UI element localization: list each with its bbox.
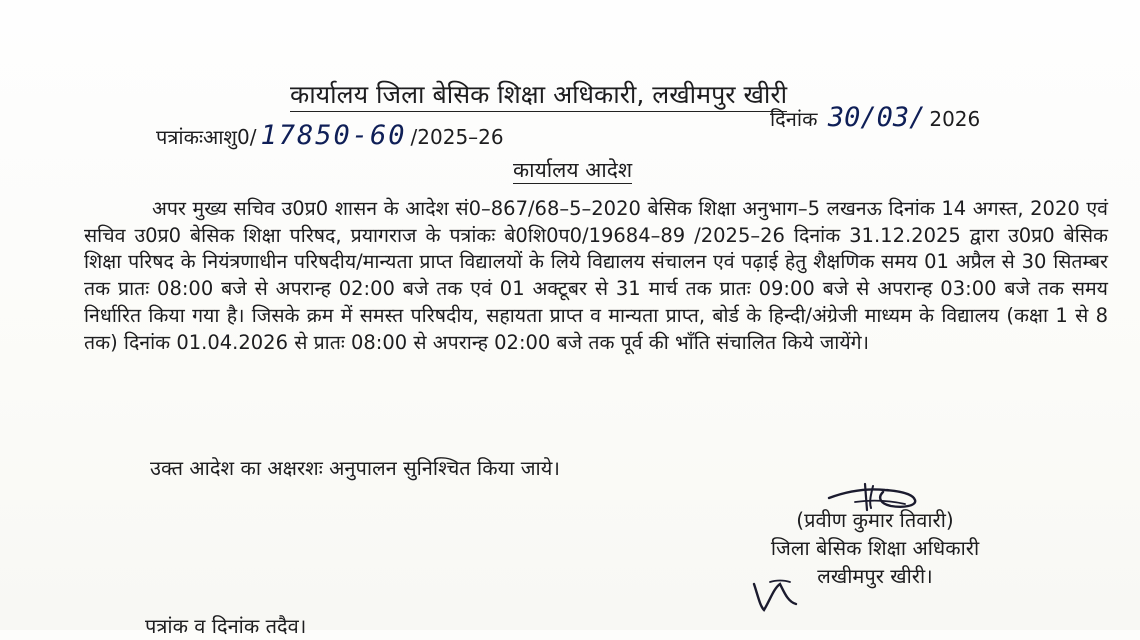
date-label: दिनांक [770, 107, 818, 131]
date-handwritten: 30/03/ [827, 102, 926, 133]
order-heading: कार्यालय आदेश [513, 158, 633, 182]
initial-mark-icon [750, 574, 802, 614]
slash-separator: / [249, 125, 257, 149]
compliance-line: उक्त आदेश का अक्षरशः अनुपालन सुनिश्चित किया जाये। [150, 456, 560, 480]
letter-number [156, 122, 504, 151]
date-year: 2026 [929, 107, 981, 131]
signatory-name: (प्रवीण कुमार तिवारी) [796, 508, 954, 532]
signatory-designation: जिला बेसिक शिक्षा अधिकारी [770, 536, 980, 560]
letter-number-year: /2025–26 [410, 125, 504, 149]
order-body-paragraph: अपर मुख्य सचिव उ0प्र0 शासन के आदेश सं0–867/68–5–2020 बेसिक शिक्षा अनुभाग–5 लखनऊ दिनांक 14 अगस्त, 2020 एवं सचिव उ0प्र0 बेसिक शिक्षा परिषद, प्रयागराज के पत्रांकः बे0शि0प0/19684–89 /2025–26 दिनांक 31.12.2025 द्वारा उ0प्र0 बेसिक शिक्षा परिषद के नियंत्रणाधीन परिषदीय/मान्यता प्राप्त विद्यालयों के लिये विद्यालय संचालन एवं पढ़ाई हेतु शैक्षणिक समय 01 अप्रैल से 30 सितम्बर तक प्रातः 08:00 बजे से अपरान्ह 02:00 बजे तक एवं 01 अक्टूबर से 31 मार्च तक प्रातः 09:00 बजे से अपरान्ह 03:00 बजे तक समय निर्धारित किया गया है। जिसके क्रम में समस्त परिषदीय, सहायता प्राप्त व मान्यता प्राप्त, बोर्ड के हिन्दी/अंग्रेजी माध्यम के विद्यालय (कक्षा 1 से 8 तक) दिनांक 01.04.2026 से प्रातः 08:00 से अपरान्ह 02:00 बजे तक पूर्व की भाँति संचालित किये जायेंगे। [84, 197, 1108, 354]
letter-date [770, 104, 980, 133]
letter-number-handwritten: 17850-60 [260, 120, 407, 151]
copy-reference-line: पत्रांक व दिनांक तदैव। [145, 614, 307, 638]
letter-number-prefix: पत्रांकःआशु0 [156, 125, 250, 149]
signatory-location: लखीमपुर खीरी। [817, 564, 933, 588]
office-title: कार्यालय जिला बेसिक शिक्षा अधिकारी, लखीमपुर खीरी [290, 80, 787, 112]
